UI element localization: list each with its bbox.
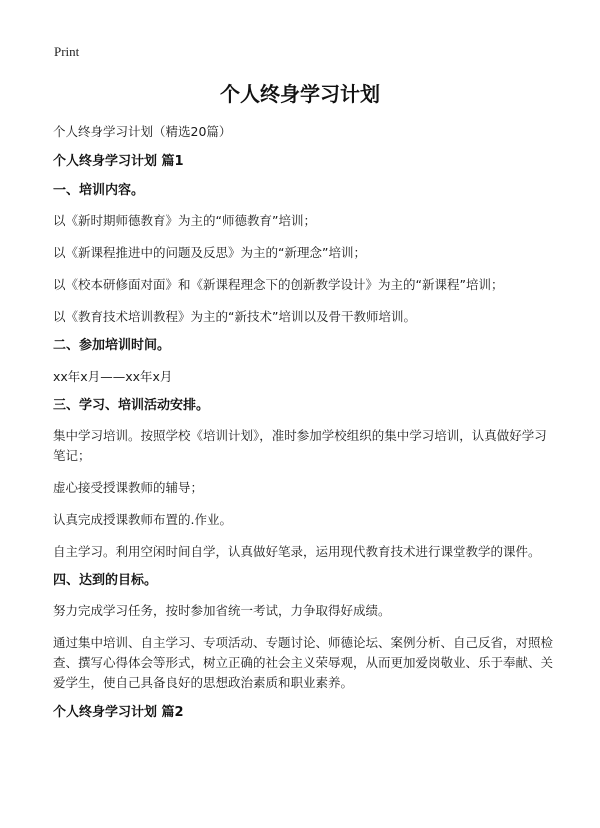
part2-text: xx年x月——xx年x月	[53, 369, 173, 384]
document-body	[53, 122, 553, 723]
section-heading-1: 个人终身学习计划 篇1	[53, 154, 184, 169]
part1-item-2: 以《新课程推进中的问题及反思》为主的“新理念”培训；	[53, 245, 366, 260]
part3-item-3: 认真完成授课教师布置的.作业。	[53, 512, 232, 527]
part4-item-2: 通过集中培训、自主学习、专项活动、专题讨论、师德论坛、案例分析、自己反省，对照检查、撰写心得体会等形式，树立正确的社会主义荣辱观，从而更加爱岗敬业、乐于奉献、关爱学生，使自己具备良好的思想政治素质和职业素养。	[53, 635, 554, 690]
part-heading-1: 一、培训内容。	[53, 183, 145, 198]
section-heading-2: 个人终身学习计划 篇2	[53, 705, 184, 720]
part4-item-1: 努力完成学习任务，按时参加省统一考试，力争取得好成绩。	[53, 603, 391, 618]
print-label: Print	[54, 44, 80, 59]
part1-item-4: 以《教育技术培训教程》为主的“新技术”培训以及骨干教师培训。	[53, 309, 416, 324]
part-heading-2: 二、参加培训时间。	[53, 338, 171, 353]
part-heading-3: 三、学习、培训活动安排。	[53, 398, 210, 413]
part1-item-1: 以《新时期师德教育》为主的“师德教育”培训；	[53, 213, 316, 228]
part3-item-4: 自主学习。利用空闲时间自学，认真做好笔录，运用现代教育技术进行课堂教学的课件。	[53, 544, 541, 559]
part-heading-4: 四、达到的目标。	[53, 573, 158, 588]
part3-item-1: 集中学习培训。按照学校《培训计划》，准时参加学校组织的集中学习培训，认真做好学习笔记；	[53, 428, 547, 463]
part3-item-2: 虚心接受授课教师的辅导；	[53, 480, 204, 495]
document-subtitle: 个人终身学习计划（精选20篇）	[53, 124, 232, 139]
part1-item-3: 以《校本研修面对面》和《新课程理念下的创新教学设计》为主的“新课程”培训；	[53, 277, 504, 292]
document-title: 个人终身学习计划	[220, 82, 380, 106]
